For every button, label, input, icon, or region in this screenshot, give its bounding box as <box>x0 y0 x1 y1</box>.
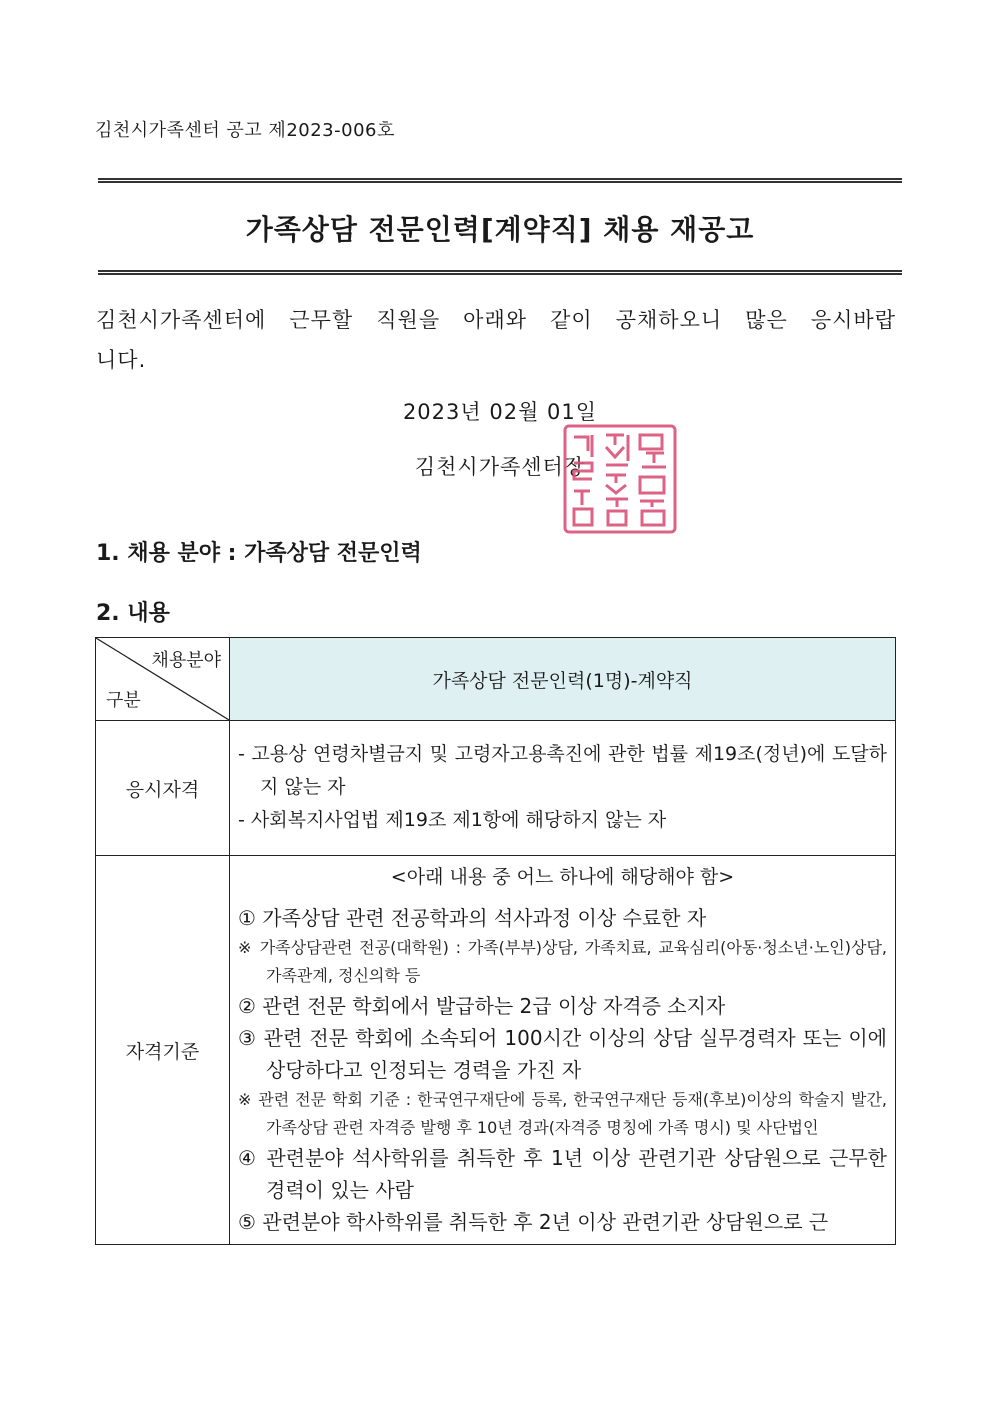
criteria-sub-note-2: ※ 관련 전문 학회 기준 : 한국연구재단에 등록, 한국연구재단 등재(후보)이상의 학술지 발간, 가족상담 관련 자격증 발행 후 10년 경과(자격증 명칭에 가족 명시) 및 사단법인 <box>238 1090 887 1137</box>
row-label-criteria: 자격기준 <box>96 856 230 1245</box>
criteria-item-3: ③ 관련 전문 학회에 소속되어 100시간 이상의 상담 실무경력자 또는 이에 상당하다고 인정되는 경력을 가진 자 <box>238 1026 887 1082</box>
section-1-heading: 1. 채용 분야 : 가족상담 전문인력 <box>96 541 422 566</box>
title-top-rule <box>98 178 902 183</box>
recruitment-table <box>95 637 896 1245</box>
table-row <box>96 721 896 856</box>
criteria-content <box>230 856 896 1245</box>
list-item: - 고용상 연령차별금지 및 고령자고용촉진에 관한 법률 제19조(정년)에 도달하지 않는 자 <box>238 742 887 798</box>
notice-date: 2023년 02월 01일 <box>402 400 598 424</box>
title-bottom-rule <box>98 270 902 275</box>
table-diagonal-header <box>96 638 230 721</box>
section-2-heading: 2. 내용 <box>96 601 170 626</box>
list-item: - 사회복지사업법 제19조 제1항에 해당하지 않는 자 <box>238 808 667 831</box>
criteria-sub-note-1: ※ 가족상담관련 전공(대학원) : 가족(부부)상담, 가족치료, 교육심리(아동·청소년·노인)상담, 가족관계, 정신의학 등 <box>238 938 887 985</box>
intro-line-2: 니다. <box>96 348 147 372</box>
criteria-item-5: ⑤ 관련분야 학사학위를 취득한 후 2년 이상 관련기관 상담원으로 근 <box>238 1210 829 1234</box>
table-row <box>96 856 896 1245</box>
header-field-label: 채용분야 <box>151 650 221 671</box>
eligibility-content <box>230 721 896 856</box>
official-seal-stamp <box>562 423 678 535</box>
notice-number: 김천시가족센터 공고 제2023-006호 <box>95 120 395 141</box>
intro-line-1: 김천시가족센터에 근무할 직원을 아래와 같이 공채하오니 많은 응시바랍 <box>96 308 896 332</box>
header-category-label: 구분 <box>106 690 141 711</box>
intro-paragraph <box>96 300 896 380</box>
table-header-row <box>96 638 896 721</box>
header-position-value: 가족상담 전문인력(1명)-계약직 <box>432 669 693 692</box>
criteria-item-1: ① 가족상담 관련 전공학과의 석사과정 이상 수료한 자 <box>238 906 707 930</box>
criteria-item-4: ④ 관련분야 석사학위를 취득한 후 1년 이상 관련기관 상담원으로 근무한 경력이 있는 사람 <box>238 1146 887 1202</box>
criteria-item-2: ② 관련 전문 학회에서 발급하는 2급 이상 자격증 소지자 <box>238 994 726 1018</box>
row-label-eligibility: 응시자격 <box>96 721 230 856</box>
signer-name: 김천시가족센터장 <box>414 455 586 479</box>
criteria-note: <아래 내용 중 어느 하나에 해당해야 함> <box>390 866 735 888</box>
header-position-cell <box>230 638 896 721</box>
page-title: 가족상담 전문인력[계약직] 채용 재공고 <box>245 213 755 246</box>
